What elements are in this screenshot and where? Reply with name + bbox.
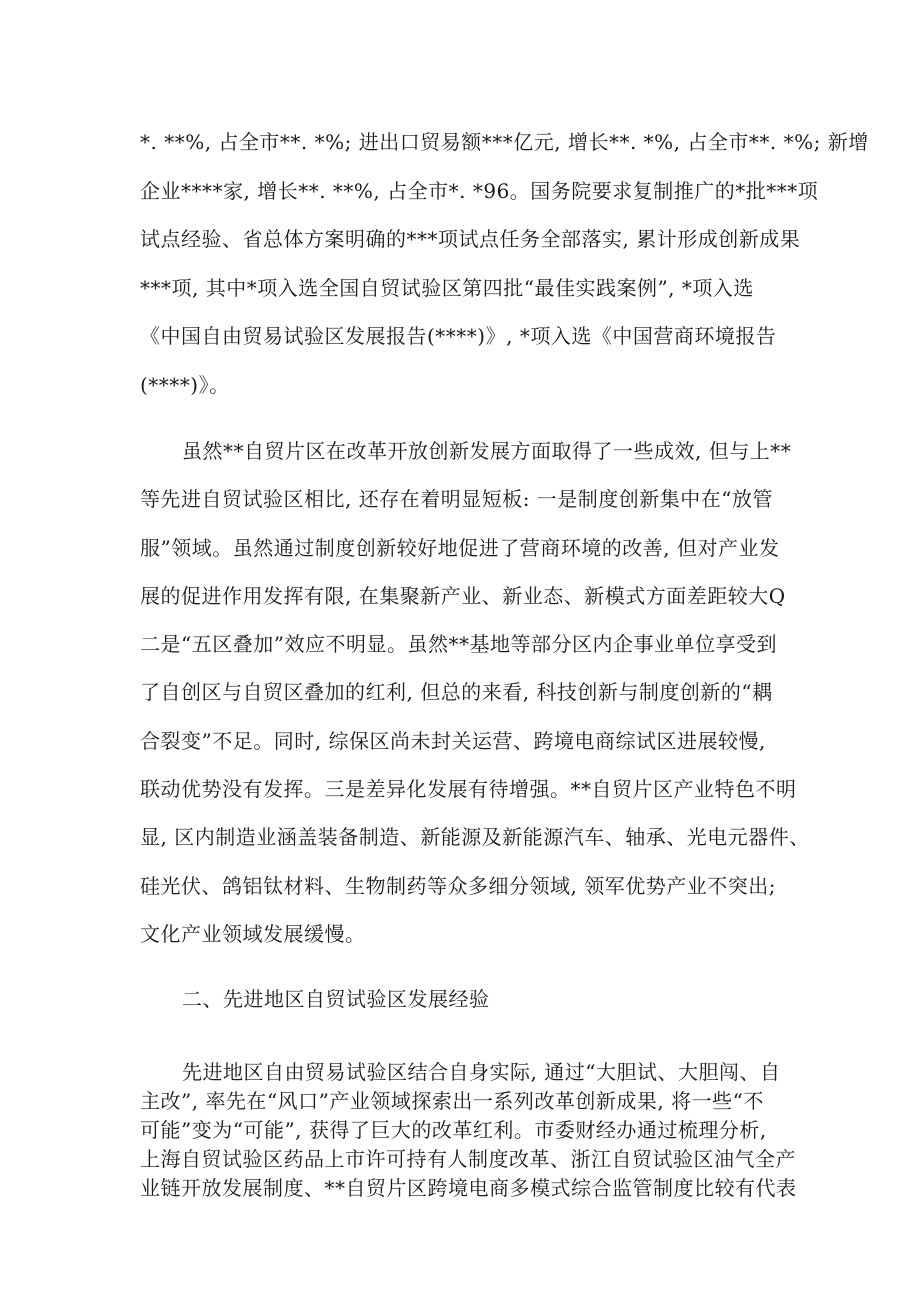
text-line: ***项, 其中*项入选全国自贸试验区第四批“最佳实践案例”, *项入选: [140, 275, 754, 300]
text-line: 二是“五区叠加”效应不明显。虽然**基地等部分区内企事业单位享受到: [140, 632, 777, 657]
paragraph-experience: [140, 1058, 797, 1203]
text-line: 上海自贸试验区药品上市许可持有人制度改革、浙江自贸试验区油气全产: [140, 1147, 796, 1171]
text-line: 服”领域。虽然通过制度创新较好地促进了营商环境的改善, 但对产业发: [140, 535, 780, 560]
text-line: 文化产业领域发展缓慢。: [140, 921, 366, 946]
text-line: 展的促进作用发挥有限, 在集聚新产业、新业态、新模式方面差距较大Q: [140, 583, 786, 608]
text-line: 可能”变为“可能”, 获得了巨大的改革红利。市委财经办通过梳理分析,: [140, 1118, 767, 1142]
text-line: 合裂变”不足。同时, 综保区尚未封关运营、跨境电商综试区进展较慢,: [140, 728, 766, 753]
text-line: 等先进自贸试验区相比, 还存在着明显短板: 一是制度创新集中在“放管: [140, 487, 774, 512]
text-line: 虽然**自贸片区在改革开放创新发展方面取得了一些成效, 但与上**: [182, 439, 792, 463]
text-line: 《中国自由贸易试验区发展报告(****)》, *项入选《中国营商环境报告: [140, 324, 777, 348]
section-heading: [140, 985, 790, 1013]
text-line: (****)》。: [140, 372, 230, 397]
paragraph-shortcomings: [140, 427, 810, 958]
text-line: 试点经验、省总体方案明确的***项试点任务全部落实, 累计形成创新成果: [140, 227, 801, 251]
text-line: 了自创区与自贸区叠加的红利, 但总的来看, 科技创新与制度创新的“耦: [140, 680, 773, 705]
text-line: 业链开放发展制度、**自贸片区跨境电商多模式综合监管制度比较有代表: [140, 1176, 797, 1200]
text-line: 先进地区自由贸易试验区结合自身实际, 通过“大胆试、大胆闯、自: [182, 1060, 781, 1084]
text-line: 企业****家, 增长**. **%, 占全市*. *96。国务院要求复制推广的*批***项: [140, 178, 819, 203]
section-heading-text: 二、先进地区自贸试验区发展经验: [182, 987, 490, 1011]
text-line: *. **%, 占全市**. *%; 进出口贸易额***亿元, 增长**. *%, 占全市**. *%; 新增: [140, 130, 869, 154]
paragraph-statistics: [140, 118, 869, 409]
text-line: 联动优势没有发挥。三是差异化发展有待增强。**自贸片区产业特色不明: [140, 777, 797, 802]
text-line: 主改”, 率先在“风口”产业领域探索出一系列改革创新成果, 将一些“不: [140, 1089, 764, 1113]
text-line: 硅光伏、鸽铝钛材料、生物制药等众多细分领域, 领军优势产业不突出;: [140, 873, 776, 898]
text-line: 显, 区内制造业涵盖装备制造、新能源及新能源汽车、轴承、光电元器件、: [140, 825, 810, 850]
